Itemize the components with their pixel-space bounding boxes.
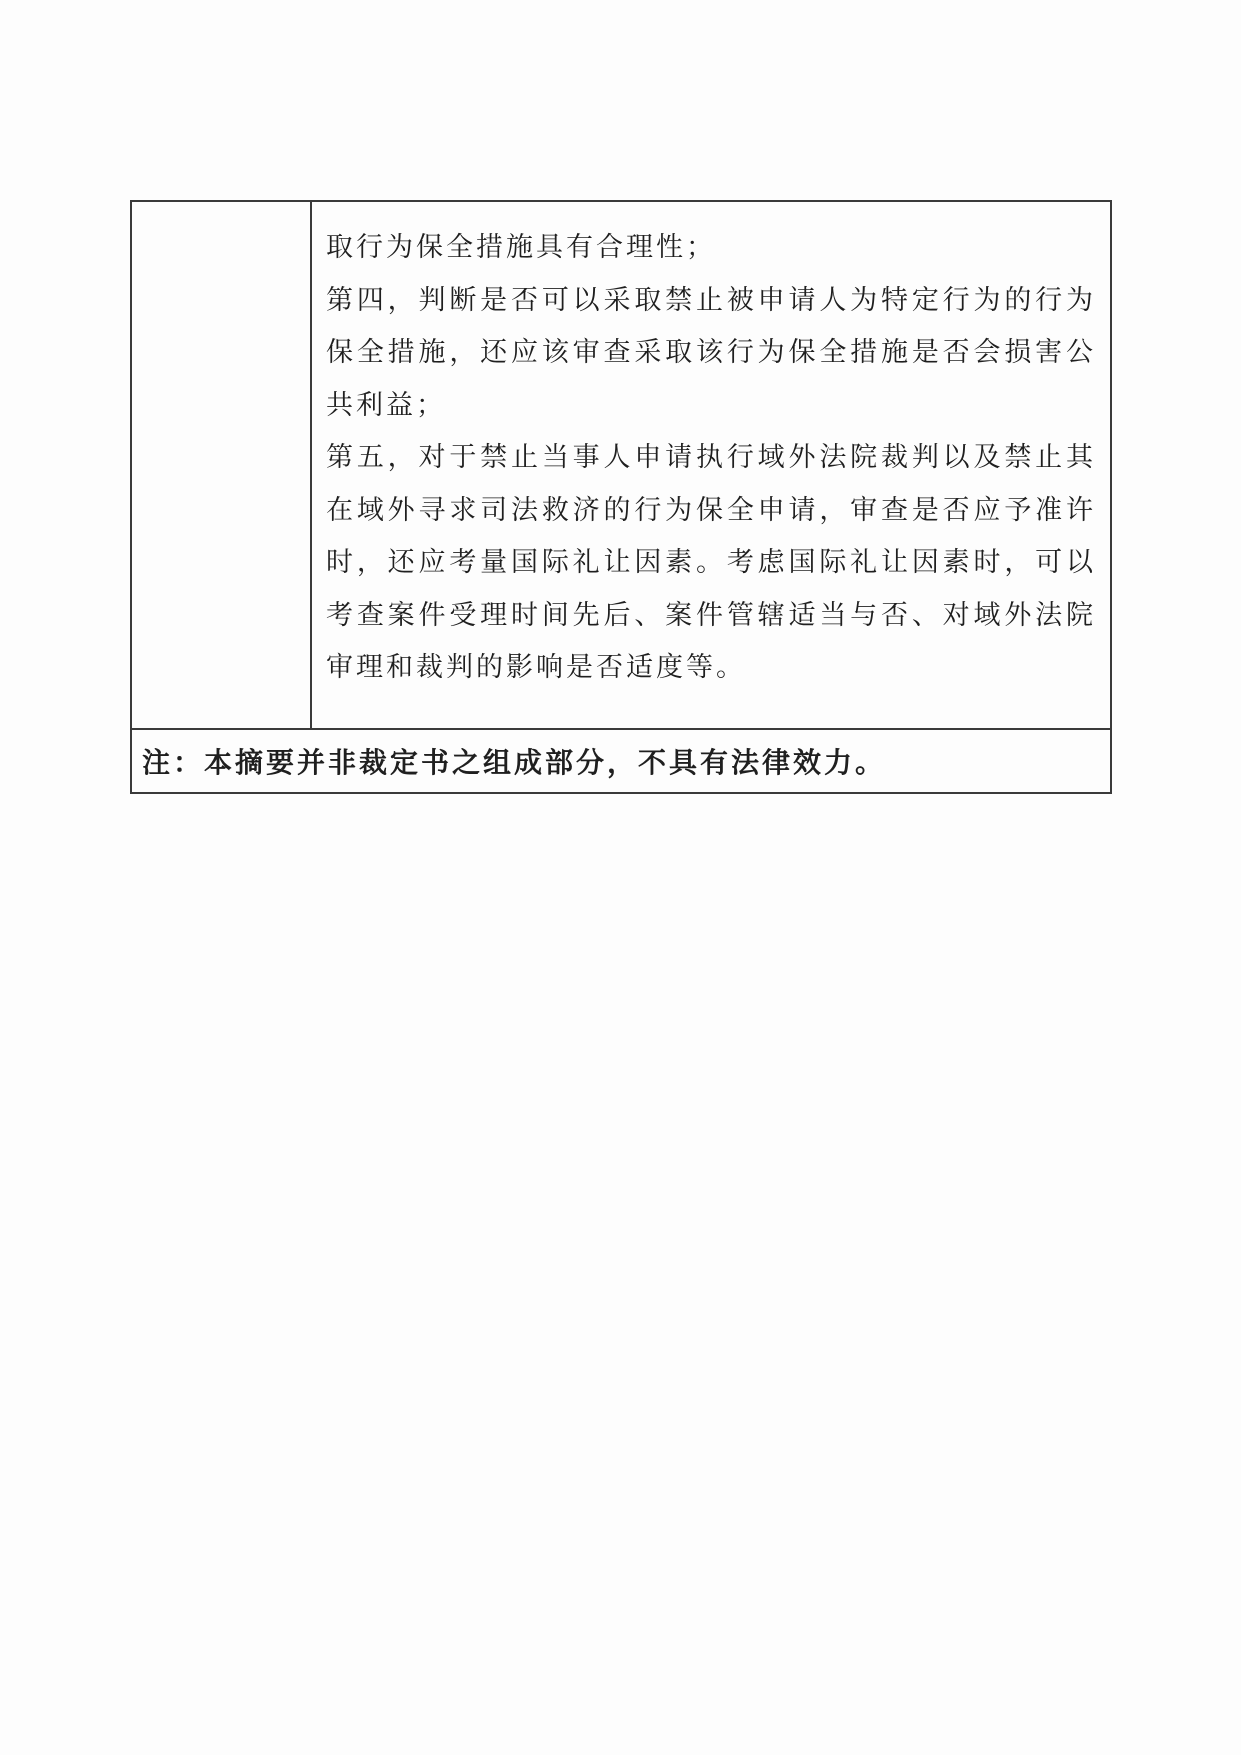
- paragraph-point-four: 第四，判断是否可以采取禁止被申请人为特定行为的行为保全措施，还应该审查采取该行为保全措施是否会损害公共利益；: [326, 284, 1096, 421]
- disclaimer-note: 注：本摘要并非裁定书之组成部分，不具有法律效力。: [142, 746, 887, 779]
- paragraph-continued: 取行为保全措施具有合理性；: [326, 232, 716, 263]
- table-row-content: [132, 202, 1110, 730]
- table-cell-content: [312, 202, 1110, 728]
- table-cell-label-empty: [132, 202, 312, 728]
- summary-table: [130, 200, 1112, 794]
- table-row-note: [132, 730, 1110, 792]
- paragraph-point-five: 第五，对于禁止当事人申请执行域外法院裁判以及禁止其在域外寻求司法救济的行为保全申请，审查是否应予准许时，还应考量国际礼让因素。考虑国际礼让因素时，可以考查案件受理时间先后、案件管辖适当与否、对域外法院审理和裁判的影响是否适度等。: [326, 442, 1096, 683]
